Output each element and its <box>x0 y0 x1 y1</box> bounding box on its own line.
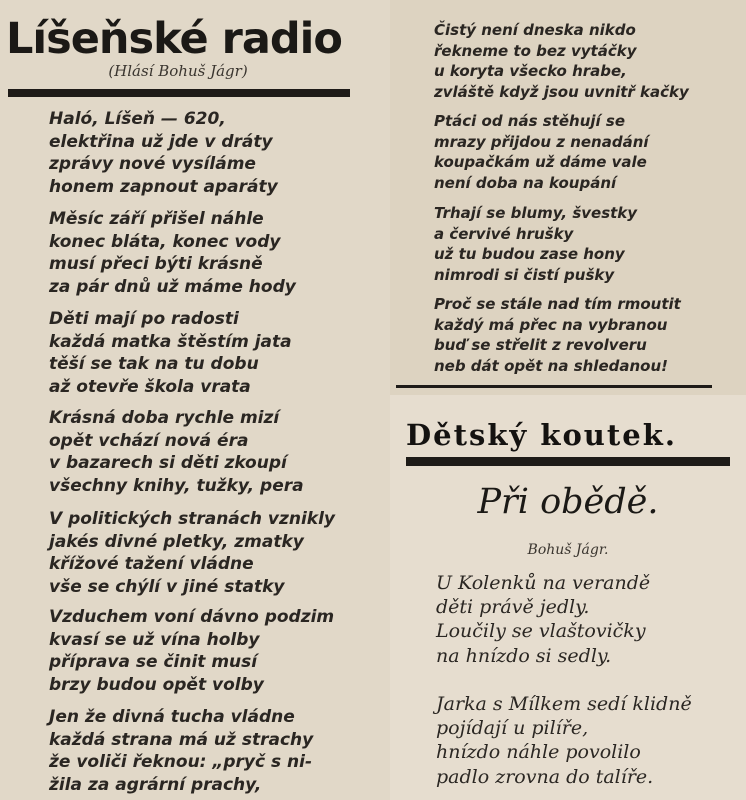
verse-line: hnízdo náhle povolilo <box>436 741 641 764</box>
verse-line: Jen že divná tucha vládne <box>49 707 295 727</box>
poem-author: Bohuš Jágr. <box>527 542 609 558</box>
verse-line: Loučily se vlaštovičky <box>436 620 646 643</box>
verse-line: mrazy přijdou z nenadání <box>434 132 649 151</box>
left-stanza-3 <box>49 308 292 398</box>
verse-line: za pár dnů už máme hody <box>49 276 296 297</box>
verse-line: není doba na koupání <box>434 173 617 192</box>
byline: (Hlásí Bohuš Jágr) <box>108 62 248 80</box>
verse-line: honem zapnout aparáty <box>49 176 278 197</box>
verse-line: děti právě jedly. <box>436 596 590 619</box>
verse-line: Vzduchem voní dávno podzim <box>49 607 335 627</box>
verse-line: kvasí se už vína holby <box>49 629 260 650</box>
verse-line: buď se střelit z revolveru <box>434 336 647 354</box>
verse-line: pojídají u pilíře, <box>436 717 589 740</box>
verse-line: řekneme to bez vytáčky <box>434 41 637 60</box>
verse-line: opět vchází nová éra <box>49 430 249 451</box>
verse-line: jakés divné pletky, zmatky <box>49 531 304 552</box>
verse-line: že voliči řeknou: „pryč s ni- <box>49 752 313 773</box>
verse-line: už tu budou zase hony <box>434 245 625 263</box>
right-stanza-2 <box>434 111 649 193</box>
verse-line: brzy budou opět volby <box>49 674 264 695</box>
verse-line: v bazarech si děti zkoupí <box>49 453 287 474</box>
verse-line: Měsíc září přišel náhle <box>49 209 264 229</box>
left-stanza-7 <box>49 706 313 796</box>
right-stanza-3 <box>434 203 637 285</box>
verse-line: Proč se stále nad tím rmoutit <box>434 295 681 313</box>
verse-line: zprávy nové vysíláme <box>49 154 256 175</box>
left-stanza-2 <box>49 208 296 298</box>
verse-line: až otevře škola vrata <box>49 376 251 397</box>
right-stanza-1 <box>434 20 689 102</box>
left-stanza-5 <box>49 508 335 598</box>
verse-line: Trhají se blumy, švestky <box>434 204 638 222</box>
verse-line: Krásná doba rychle mizí <box>49 408 280 428</box>
kids-stanza-1 <box>436 571 650 668</box>
verse-line: vše se chýlí v jiné statky <box>49 576 285 597</box>
verse-line: Čistý není dneska nikdo <box>434 21 636 39</box>
verse-line: příprava se činit musí <box>49 652 258 673</box>
right-column-end-rule <box>396 385 712 388</box>
verse-line: elektřina už jde v dráty <box>49 131 273 152</box>
verse-line: na hnízdo si sedly. <box>436 644 612 667</box>
kids-corner-heading: Dětský koutek. <box>406 418 677 452</box>
left-stanza-6 <box>49 606 334 696</box>
verse-line: neb dát opět na shledanou! <box>434 356 668 375</box>
verse-line: těší se tak na tu dobu <box>49 354 259 375</box>
verse-line: každý má přec na vybranou <box>434 315 668 334</box>
masthead-rule <box>8 89 350 97</box>
right-stanza-4 <box>434 294 681 376</box>
poem-title: Při obědě. <box>477 482 659 522</box>
verse-line: Jarka s Mílkem sedí klidně <box>436 693 692 715</box>
verse-line: každá strana má už strachy <box>49 729 314 750</box>
verse-line: koupačkám už dáme vale <box>434 153 647 171</box>
verse-line: U Kolenků na verandě <box>436 572 651 594</box>
left-stanza-1 <box>49 108 278 198</box>
verse-line: V politických stranách vznikly <box>49 509 335 529</box>
verse-line: Děti mají po radosti <box>49 309 239 329</box>
verse-line: a červivé hrušky <box>434 224 574 243</box>
verse-line: všechny knihy, tužky, pera <box>49 475 304 496</box>
verse-line: u koryta všecko hrabe, <box>434 62 627 80</box>
verse-line: konec bláta, konec vody <box>49 231 281 252</box>
masthead-title: Líšeňské radio <box>6 14 342 64</box>
verse-line: musí přeci býti krásně <box>49 254 263 275</box>
verse-line: Ptáci od nás stěhují se <box>434 112 625 130</box>
verse-line: nimrodi si čistí pušky <box>434 265 615 284</box>
verse-line: Haló, Líšeň — 620, <box>49 109 226 129</box>
left-stanza-4 <box>49 407 304 497</box>
verse-line: každá matka štěstím jata <box>49 331 292 352</box>
kids-corner-rule <box>406 457 730 466</box>
verse-line: padlo zrovna do talíře. <box>436 765 654 788</box>
verse-line: žila za agrární prachy, <box>49 774 262 795</box>
verse-line: zvláště když jsou uvnitř kačky <box>434 82 689 101</box>
kids-stanza-2 <box>436 692 692 789</box>
verse-line: křížové tažení vládne <box>49 554 254 575</box>
